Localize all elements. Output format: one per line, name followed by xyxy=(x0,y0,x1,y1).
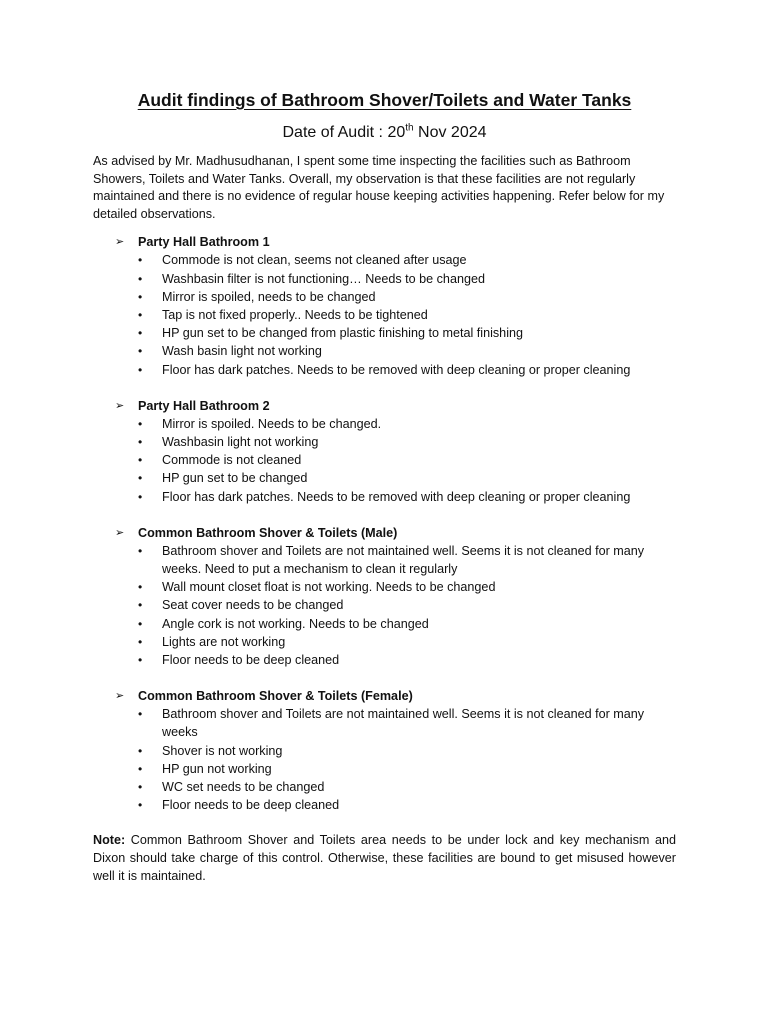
bullet-icon: • xyxy=(138,653,143,668)
arrow-bullet-icon: ➢ xyxy=(115,526,125,539)
bullet-icon: • xyxy=(138,761,143,776)
list-item-text: Floor needs to be deep cleaned xyxy=(162,798,340,813)
bullet-icon: • xyxy=(138,289,143,304)
list-item-text: Seat cover needs to be changed xyxy=(162,598,344,613)
list-item xyxy=(138,778,676,796)
list-item-text: Floor has dark patches. Needs to be removed with deep cleaning or proper cleaning xyxy=(162,489,631,504)
section-heading-text: Common Bathroom Shover & Toilets (Female) xyxy=(138,689,413,704)
bullet-icon: • xyxy=(138,780,143,795)
list-item xyxy=(138,451,676,469)
list-item xyxy=(138,578,676,596)
bullet-icon: • xyxy=(138,598,143,613)
list-item-text: Mirror is spoiled. Needs to be changed. xyxy=(162,416,382,431)
list-item xyxy=(138,361,676,379)
list-item-text: Lights are not working xyxy=(162,634,286,649)
findings-section xyxy=(93,524,676,669)
list-item xyxy=(138,288,676,306)
findings-section xyxy=(93,233,676,378)
list-item xyxy=(138,742,676,760)
section-heading xyxy=(115,524,676,542)
bullet-icon: • xyxy=(138,616,143,631)
section-heading-text: Common Bathroom Shover & Toilets (Male) xyxy=(138,525,398,540)
list-item-text: HP gun set to be changed xyxy=(162,471,308,486)
finding-list xyxy=(93,542,676,669)
list-item-text: Bathroom shover and Toilets are not maintained well. Seems it is not cleaned for many weeks. Need to put a mechanism to clean it regularly xyxy=(162,543,645,577)
list-item xyxy=(138,415,676,433)
list-item-text: Bathroom shover and Toilets are not maintained well. Seems it is not cleaned for many weeks xyxy=(162,707,645,740)
list-item-text: Wash basin light not working xyxy=(162,344,322,359)
bullet-icon: • xyxy=(138,471,143,486)
arrow-bullet-icon: ➢ xyxy=(115,399,125,412)
list-item-text: Angle cork is not working. Needs to be changed xyxy=(162,616,429,631)
bullet-icon: • xyxy=(138,580,143,595)
bullet-icon: • xyxy=(138,326,143,341)
bullet-icon: • xyxy=(138,707,143,722)
list-item xyxy=(138,796,676,814)
list-item xyxy=(138,270,676,288)
list-item-text: Washbasin light not working xyxy=(162,435,319,449)
list-item-text: HP gun not working xyxy=(162,761,272,776)
list-item xyxy=(138,651,676,669)
list-item-text: WC set needs to be changed xyxy=(162,780,325,795)
list-item xyxy=(138,306,676,324)
bullet-icon: • xyxy=(138,435,143,449)
audit-date-ordinal: th xyxy=(405,122,414,134)
findings-section xyxy=(93,397,676,506)
bullet-icon: • xyxy=(138,798,143,813)
list-item-text: Commode is not clean, seems not cleaned after usage xyxy=(162,253,467,268)
document-title: Audit findings of Bathroom Shover/Toilets and Water Tanks xyxy=(137,90,632,110)
list-item xyxy=(138,542,676,578)
list-item-text: Tap is not fixed properly.. Needs to be tightened xyxy=(162,307,428,322)
bullet-icon: • xyxy=(138,362,143,377)
list-item xyxy=(138,596,676,614)
list-item xyxy=(138,488,676,506)
list-item xyxy=(138,705,676,741)
bullet-icon: • xyxy=(138,453,143,468)
list-item xyxy=(138,433,676,451)
section-heading xyxy=(115,233,676,251)
section-heading xyxy=(115,687,676,705)
audit-date-suffix: Nov 2024 xyxy=(413,124,487,141)
list-item-text: Commode is not cleaned xyxy=(162,453,302,468)
bullet-icon: • xyxy=(138,634,143,649)
bullet-icon: • xyxy=(138,271,143,286)
list-item xyxy=(138,324,676,342)
list-item-text: Shover is not working xyxy=(162,743,283,758)
audit-date-prefix: Date of Audit : 20 xyxy=(282,124,406,141)
bullet-icon: • xyxy=(138,416,143,431)
section-heading xyxy=(115,397,676,415)
arrow-bullet-icon: ➢ xyxy=(115,236,125,249)
finding-list xyxy=(93,251,676,378)
list-item-text: Wall mount closet float is not working. Needs to be changed xyxy=(162,580,496,595)
list-item-text: Floor needs to be deep cleaned xyxy=(162,653,340,668)
bullet-icon: • xyxy=(138,743,143,758)
bullet-icon: • xyxy=(138,344,143,359)
list-item xyxy=(138,469,676,487)
list-item xyxy=(138,251,676,269)
arrow-bullet-icon: ➢ xyxy=(115,690,125,703)
list-item xyxy=(138,615,676,633)
bullet-icon: • xyxy=(138,543,143,558)
intro-paragraph: As advised by Mr. Madhusudhanan, I spent some time inspecting the facilities such as Bathroom Showers, Toilets and Water Tanks. Overall, my observation is that these facilities are not regularly maintained and there is no evidence of regular house keeping activities happening. Refer below for my detailed observations. xyxy=(93,154,665,221)
findings-section xyxy=(93,687,676,814)
bullet-icon: • xyxy=(138,253,143,268)
list-item xyxy=(138,633,676,651)
audit-date xyxy=(93,122,676,144)
list-item xyxy=(138,760,676,778)
section-heading-text: Party Hall Bathroom 1 xyxy=(138,235,270,250)
list-item-text: HP gun set to be changed from plastic finishing to metal finishing xyxy=(162,326,523,341)
finding-list xyxy=(93,705,676,814)
note-text: Common Bathroom Shover and Toilets area needs to be under lock and key mechanism and Dixon should take charge of this control. Otherwise, these facilities are bound to get misused however well it is maintained. xyxy=(93,833,676,883)
bullet-icon: • xyxy=(138,307,143,322)
findings-sections xyxy=(93,233,676,814)
note-label: Note: xyxy=(93,833,126,848)
note-paragraph xyxy=(93,832,676,885)
list-item-text: Washbasin filter is not functioning… Needs to be changed xyxy=(162,271,485,286)
list-item xyxy=(138,342,676,360)
list-item-text: Floor has dark patches. Needs to be removed with deep cleaning or proper cleaning xyxy=(162,362,631,377)
list-item-text: Mirror is spoiled, needs to be changed xyxy=(162,289,376,304)
finding-list xyxy=(93,415,676,506)
bullet-icon: • xyxy=(138,489,143,504)
section-heading-text: Party Hall Bathroom 2 xyxy=(138,398,270,413)
